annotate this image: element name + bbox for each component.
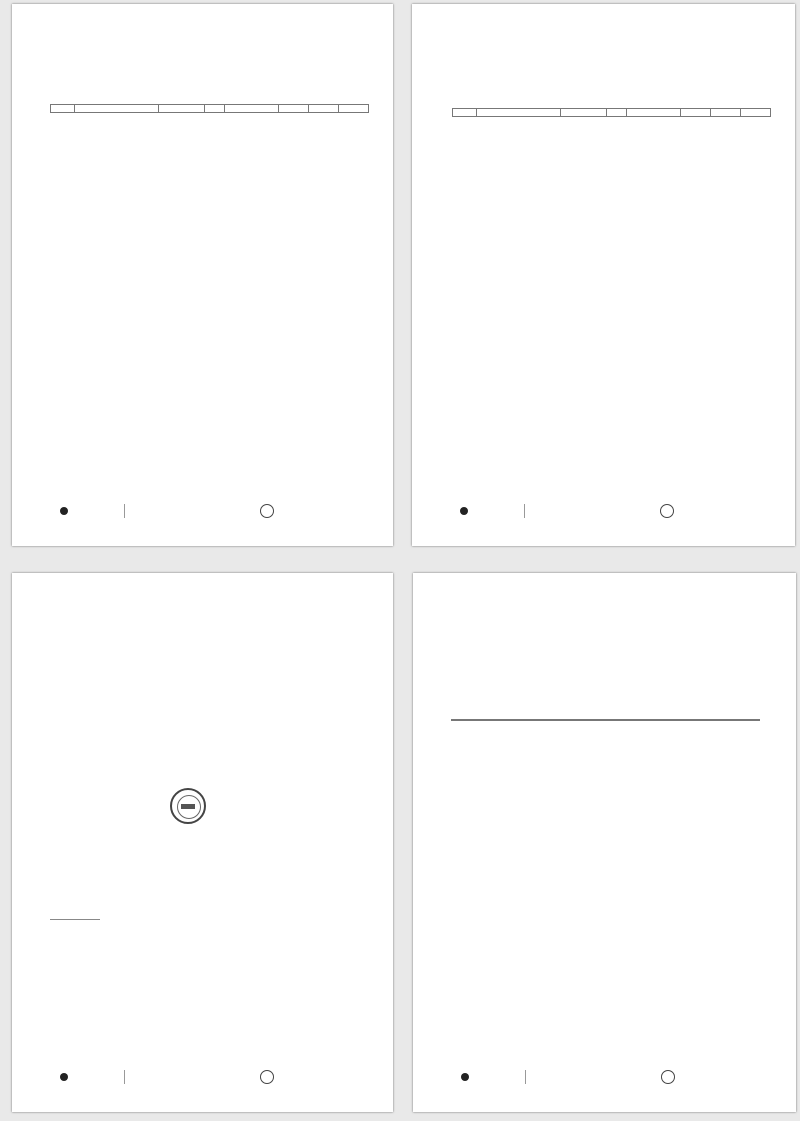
column-header	[488, 720, 638, 721]
document-page-results	[12, 4, 393, 546]
page-footer	[461, 1070, 711, 1084]
certification-seal-icon	[260, 504, 274, 518]
column-header	[339, 105, 369, 113]
evaluation-criteria-table	[451, 719, 760, 721]
column-header	[225, 105, 279, 113]
document-page-assessment	[12, 573, 393, 1112]
institute-stamp-icon	[170, 788, 206, 824]
control-results-table	[452, 108, 771, 117]
dermatest-logo-icon	[461, 1073, 469, 1081]
document-page-control	[412, 4, 795, 546]
column-header	[279, 105, 309, 113]
column-header	[75, 105, 159, 113]
page-footer	[60, 1070, 310, 1084]
column-header	[561, 109, 607, 117]
results-table	[50, 104, 369, 113]
column-header	[309, 105, 339, 113]
column-header	[681, 109, 711, 117]
column-header	[607, 109, 627, 117]
document-page-criteria	[413, 573, 796, 1112]
column-header	[638, 720, 760, 721]
dermatest-logo-icon	[460, 507, 468, 515]
footer-divider	[524, 504, 525, 518]
page-footer	[460, 504, 710, 518]
column-header	[453, 109, 477, 117]
footer-divider	[124, 504, 125, 518]
column-header	[51, 105, 75, 113]
certification-seal-icon	[260, 1070, 274, 1084]
certification-seal-icon	[660, 504, 674, 518]
column-header	[741, 109, 771, 117]
column-header	[477, 109, 561, 117]
column-header	[627, 109, 681, 117]
dermatest-logo-icon	[60, 1073, 68, 1081]
footer-divider	[525, 1070, 526, 1084]
column-header	[205, 105, 225, 113]
column-header	[711, 109, 741, 117]
dermatest-logo-icon	[60, 507, 68, 515]
page-footer	[60, 504, 310, 518]
column-header	[159, 105, 205, 113]
certification-seal-icon	[661, 1070, 675, 1084]
references-divider	[50, 919, 100, 920]
footer-divider	[124, 1070, 125, 1084]
column-header	[452, 720, 488, 721]
